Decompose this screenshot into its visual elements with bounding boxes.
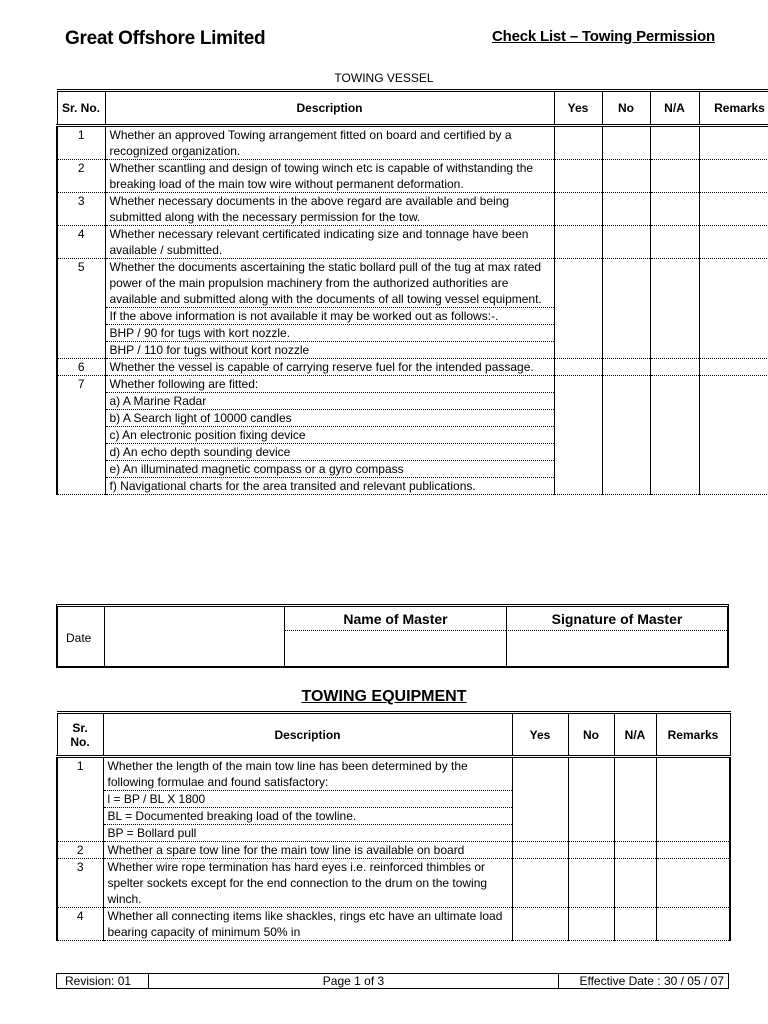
master-signature-block <box>56 604 729 668</box>
description-cell: If the above information is not available it may be worked out as follows:-. <box>105 308 554 325</box>
description-cell: l = BP / BL X 1800 <box>103 791 512 808</box>
col-remarks: Remarks <box>656 713 730 757</box>
col-no: No <box>602 91 650 126</box>
remarks-cell[interactable] <box>699 359 768 376</box>
signature-of-master-field[interactable] <box>506 631 727 667</box>
yes-cell[interactable] <box>512 757 568 842</box>
no-cell[interactable] <box>568 842 614 859</box>
company-name: Great Offshore Limited <box>65 28 266 49</box>
sr-no-cell: 4 <box>57 226 105 259</box>
sr-no-cell: 4 <box>57 908 103 941</box>
no-cell[interactable] <box>568 908 614 941</box>
towing-vessel-title: TOWING VESSEL <box>334 71 434 85</box>
table-header-row <box>57 713 730 757</box>
na-cell[interactable] <box>650 160 699 193</box>
na-cell[interactable] <box>614 908 656 941</box>
yes-cell[interactable] <box>554 359 602 376</box>
col-na: N/A <box>614 713 656 757</box>
col-description: Description <box>105 91 554 126</box>
yes-cell[interactable] <box>554 259 602 359</box>
no-cell[interactable] <box>602 359 650 376</box>
col-no: No <box>568 713 614 757</box>
description-cell: f) Navigational charts for the area transited and relevant publications. <box>105 478 554 495</box>
revision-label: Revision: 01 <box>57 974 149 988</box>
effective-date: Effective Date : 30 / 05 / 07 <box>579 974 724 988</box>
date-label: Date <box>66 631 92 645</box>
sr-no-cell: 5 <box>57 259 105 359</box>
description-cell: BL = Documented breaking load of the towline. <box>103 808 512 825</box>
table-row <box>57 226 768 259</box>
page-footer <box>56 973 729 989</box>
sr-no-cell: 1 <box>57 126 105 160</box>
description-cell: Whether scantling and design of towing winch etc is capable of withstanding the breaking load of the main tow wire without permanent deformation. <box>105 160 554 193</box>
table-header-row <box>57 91 768 126</box>
table-row <box>57 259 768 308</box>
table-row <box>57 908 730 941</box>
yes-cell[interactable] <box>512 908 568 941</box>
table-row <box>57 842 730 859</box>
description-cell: Whether necessary relevant certificated indicating size and tonnage have been available / submitted. <box>105 226 554 259</box>
no-cell[interactable] <box>568 757 614 842</box>
signature-of-master-label: Signature of Master <box>506 607 727 631</box>
col-sr-no: Sr. No. <box>57 91 105 126</box>
description-cell: BHP / 110 for tugs without kort nozzle <box>105 342 554 359</box>
no-cell[interactable] <box>602 376 650 495</box>
table-row <box>57 859 730 908</box>
name-of-master-label: Name of Master <box>284 607 506 631</box>
table-row <box>57 160 768 193</box>
description-cell: e) An illuminated magnetic compass or a gyro compass <box>105 461 554 478</box>
col-yes: Yes <box>512 713 568 757</box>
document-title: Check List – Towing Permission <box>492 28 715 45</box>
remarks-cell[interactable] <box>699 160 768 193</box>
no-cell[interactable] <box>602 226 650 259</box>
date-field[interactable] <box>104 607 284 666</box>
towing-equipment-table <box>56 711 731 941</box>
sr-no-cell: 3 <box>57 859 103 908</box>
remarks-cell[interactable] <box>699 259 768 359</box>
page-number: Page 1 of 3 <box>149 974 559 988</box>
towing-vessel-table <box>56 89 768 495</box>
remarks-cell[interactable] <box>656 908 730 941</box>
na-cell[interactable] <box>650 126 699 160</box>
col-description: Description <box>103 713 512 757</box>
description-cell: b) A Search light of 10000 candles <box>105 410 554 427</box>
towing-equipment-title: TOWING EQUIPMENT <box>301 688 467 705</box>
yes-cell[interactable] <box>554 126 602 160</box>
col-yes: Yes <box>554 91 602 126</box>
description-cell: d) An echo depth sounding device <box>105 444 554 461</box>
na-cell[interactable] <box>614 859 656 908</box>
no-cell[interactable] <box>602 126 650 160</box>
description-cell: Whether following are fitted: <box>105 376 554 393</box>
table-row <box>57 193 768 226</box>
remarks-cell[interactable] <box>656 842 730 859</box>
no-cell[interactable] <box>568 859 614 908</box>
na-cell[interactable] <box>650 193 699 226</box>
table-row <box>57 376 768 393</box>
sr-no-cell: 2 <box>57 842 103 859</box>
table-row <box>57 126 768 160</box>
description-cell: BHP / 90 for tugs with kort nozzle. <box>105 325 554 342</box>
na-cell[interactable] <box>650 359 699 376</box>
table-row <box>57 359 768 376</box>
yes-cell[interactable] <box>512 842 568 859</box>
yes-cell[interactable] <box>554 160 602 193</box>
remarks-cell[interactable] <box>699 193 768 226</box>
description-cell: Whether wire rope termination has hard eyes i.e. reinforced thimbles or spelter sockets except for the end connection to the drum on the towing winch. <box>103 859 512 908</box>
no-cell[interactable] <box>602 193 650 226</box>
description-cell: Whether all connecting items like shackles, rings etc have an ultimate load bearing capacity of minimum 50% in <box>103 908 512 941</box>
sr-no-cell: 1 <box>57 757 103 842</box>
no-cell[interactable] <box>602 259 650 359</box>
description-cell: Whether the length of the main tow line has been determined by the following formulae and found satisfactory: <box>103 757 512 791</box>
yes-cell[interactable] <box>512 859 568 908</box>
sr-no-cell: 2 <box>57 160 105 193</box>
remarks-cell[interactable] <box>699 126 768 160</box>
description-cell: Whether a spare tow line for the main tow line is available on board <box>103 842 512 859</box>
table-row <box>57 757 730 791</box>
sr-no-cell: 3 <box>57 193 105 226</box>
sr-no-cell: 6 <box>57 359 105 376</box>
remarks-cell[interactable] <box>699 376 768 495</box>
no-cell[interactable] <box>602 160 650 193</box>
description-cell: BP = Bollard pull <box>103 825 512 842</box>
description-cell: a) A Marine Radar <box>105 393 554 410</box>
remarks-cell[interactable] <box>656 859 730 908</box>
na-cell[interactable] <box>614 757 656 842</box>
na-cell[interactable] <box>650 376 699 495</box>
yes-cell[interactable] <box>554 226 602 259</box>
description-cell: Whether an approved Towing arrangement fitted on board and certified by a recognized organization. <box>105 126 554 160</box>
description-cell: Whether the documents ascertaining the static bollard pull of the tug at max rated power of the main propulsion machinery from the authorized authorities are available and submitted along with the documents of all towing vessel equipment. <box>105 259 554 308</box>
description-cell: Whether the vessel is capable of carrying reserve fuel for the intended passage. <box>105 359 554 376</box>
remarks-cell[interactable] <box>699 226 768 259</box>
na-cell[interactable] <box>614 842 656 859</box>
yes-cell[interactable] <box>554 193 602 226</box>
description-cell: c) An electronic position fixing device <box>105 427 554 444</box>
col-remarks: Remarks <box>699 91 768 126</box>
name-of-master-field[interactable] <box>284 631 506 667</box>
col-sr-no: Sr. No. <box>57 713 103 757</box>
col-na: N/A <box>650 91 699 126</box>
yes-cell[interactable] <box>554 376 602 495</box>
na-cell[interactable] <box>650 259 699 359</box>
remarks-cell[interactable] <box>656 757 730 842</box>
description-cell: Whether necessary documents in the above regard are available and being submitted along with the necessary permission for the tow. <box>105 193 554 226</box>
sr-no-cell: 7 <box>57 376 105 495</box>
na-cell[interactable] <box>650 226 699 259</box>
